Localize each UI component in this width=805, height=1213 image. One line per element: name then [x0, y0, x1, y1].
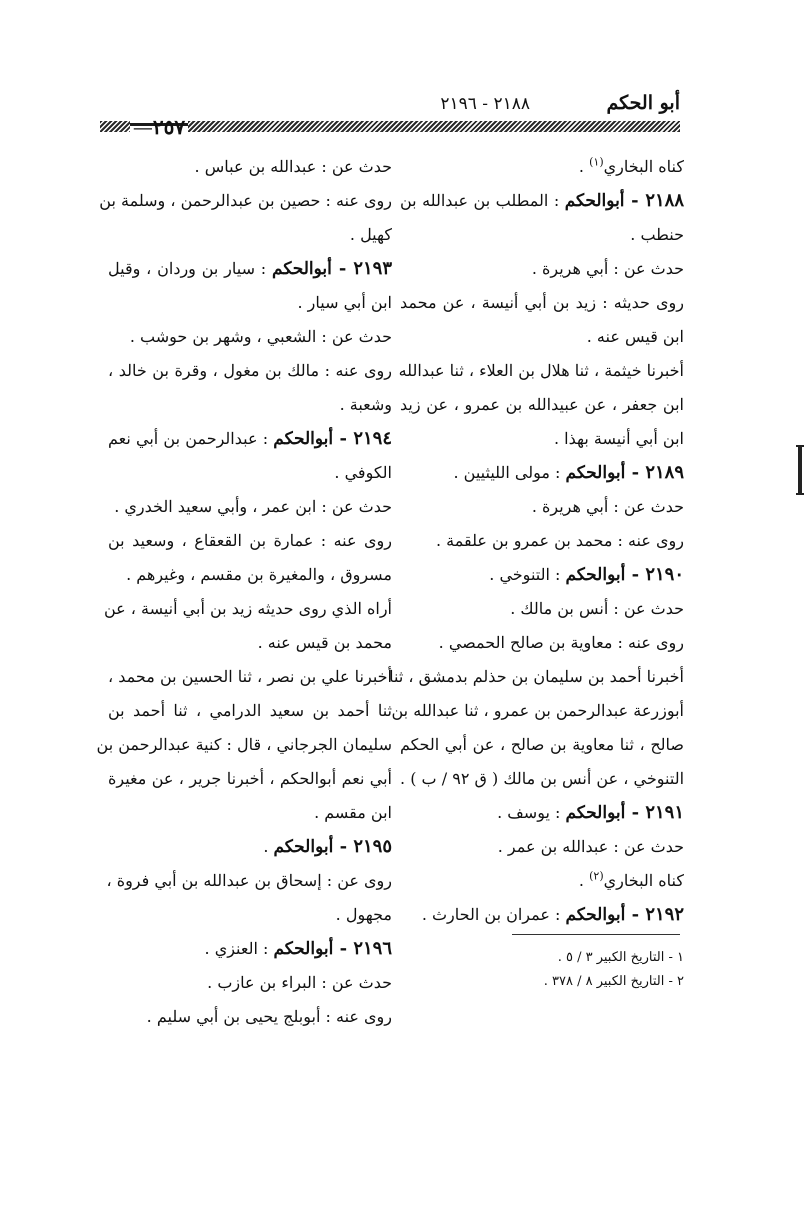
entry-number: ٢١٩٠ -	[625, 564, 684, 585]
text-line: أخبرنا علي بن نصر ، ثنا الحسين بن محمد ،	[108, 667, 392, 686]
entry-kunya: أبوالحكم	[565, 565, 626, 585]
entry-number: ٢١٩٢ -	[625, 904, 684, 925]
entry-kunya: أبوالحكم	[565, 803, 626, 823]
text-line: ابن مقسم .	[314, 803, 392, 822]
text-line: حدث عن : أبي هريرة .	[531, 259, 684, 278]
text-line: محمد بن قيس عنه .	[257, 633, 392, 652]
page-number-band	[100, 117, 680, 137]
entry-range: ٢١٨٨ - ٢١٩٦	[440, 94, 530, 114]
text-line: روى عنه : معاوية بن صالح الحمصي .	[438, 633, 684, 652]
page-number-value: ٢٥٧	[152, 115, 186, 139]
text-line: حنطب .	[630, 225, 684, 244]
entry-kunya: أبوالحكم	[565, 905, 626, 925]
entry-kunya: أبوالحكم	[273, 837, 334, 857]
page-number-dash: —	[132, 115, 153, 139]
text-line: ابن أبي أنيسة بهذا .	[554, 429, 684, 448]
text-line: سليمان الجرجاني ، قال : كنية عبدالرحمن بن	[96, 735, 392, 754]
entry-kunya: أبوالحكم	[273, 429, 334, 449]
text-line: أبي نعم أبوالحكم ، أخبرنا جرير ، عن مغيرة	[108, 769, 392, 788]
text-line: التنوخي ، عن أنس بن مالك ( ق ٩٢ / ب ) .	[400, 769, 685, 788]
entry-number: ٢١٨٨ -	[624, 190, 684, 211]
text-line: روى حديثه : زيد بن أبي أنيسة ، عن محمد	[400, 293, 684, 312]
entry-heading: ٢١٩٤ - أبوالحكم : عبدالرحمن بن أبي نعم	[108, 428, 392, 449]
thumb-index-tick	[796, 445, 804, 447]
footnote-1: ١ - التاريخ الكبير ٣ / ٥ .	[557, 950, 684, 965]
text-line: روى عنه : مالك بن مغول ، وقرة بن خالد ،	[108, 361, 392, 380]
entry-heading: ٢١٨٨ - أبوالحكم : المطلب بن عبدالله بن	[400, 190, 684, 211]
text-line: روى عنه : عمارة بن القعقاع ، وسعيد بن	[108, 531, 392, 550]
thumb-index-tick	[796, 493, 804, 495]
footnote-ref[interactable]: (٢)	[589, 869, 604, 883]
text-line: ابن جعفر ، عن عبيدالله بن عمرو ، عن زيد	[400, 395, 684, 414]
text-line: روى عن : إسحاق بن عبدالله بن أبي فروة ،	[106, 871, 392, 890]
footnote-ref[interactable]: (١)	[589, 155, 604, 169]
entry-kunya: أبوالحكم	[272, 259, 332, 279]
hatch-ornament-right	[188, 121, 680, 132]
text-line: حدث عن : عبدالله بن عباس .	[194, 157, 392, 176]
text-line: كناه البخاري$^{(١)}$ .	[578, 155, 684, 176]
entry-kunya: أبوالحكم	[565, 463, 626, 483]
page-number	[130, 115, 188, 139]
text-line: مجهول .	[335, 905, 392, 924]
entry-number: ٢١٩٣ -	[331, 258, 392, 279]
text-line: روى عنه : أبوبلج يحيى بن أبي سليم .	[146, 1007, 392, 1026]
entry-kunya: أبوالحكم	[564, 191, 625, 211]
text-line: الكوفي .	[334, 463, 392, 482]
running-title: أبو الحكم	[606, 92, 680, 114]
text-line: كهيل .	[349, 225, 392, 244]
entry-number: ٢١٩١ -	[625, 802, 684, 823]
entry-heading: ٢١٩٦ - أبوالحكم : العنزي .	[204, 938, 392, 959]
left-column	[96, 150, 392, 1034]
text-line: روى عنه : حصين بن عبدالرحمن ، وسلمة بن	[99, 191, 392, 210]
entry-heading: ٢١٩١ - أبوالحكم : يوسف .	[497, 802, 684, 823]
right-column	[389, 150, 685, 932]
entry-number: ٢١٩٤ -	[333, 428, 392, 449]
text-line: أبوزرعة عبدالرحمن بن عمرو ، ثنا عبدالله بن	[391, 701, 684, 720]
text-line: روى عنه : محمد بن عمرو بن علقمة .	[435, 531, 684, 550]
text-line: أراه الذي روى حديثه زيد بن أبي أنيسة ، عن	[103, 599, 392, 618]
text-line: أخبرنا أحمد بن سليمان بن حذلم بدمشق ، ثنا	[389, 667, 684, 686]
text-line: ثنا أحمد بن سعيد الدرامي ، ثنا أحمد بن	[108, 701, 392, 720]
text-line: حدث عن : أنس بن مالك .	[510, 599, 684, 618]
text-line: ابن قيس عنه .	[586, 327, 684, 346]
text-line: حدث عن : أبي هريرة .	[531, 497, 684, 516]
entry-kunya: أبوالحكم	[273, 939, 334, 959]
footnotes	[400, 946, 684, 994]
text-line: مسروق ، والمغيرة بن مقسم ، وغيرهم .	[126, 565, 392, 584]
text-line: حدث عن : عبدالله بن عمر .	[497, 837, 684, 856]
entry-heading: ٢١٩٢ - أبوالحكم : عمران بن الحارث .	[421, 904, 684, 925]
hatch-ornament-left	[100, 121, 130, 132]
text-line: كناه البخاري$^{(٢)}$ .	[578, 869, 684, 890]
entry-heading: ٢١٩٥ - أبوالحكم .	[263, 836, 392, 857]
text-line: ابن أبي سيار .	[297, 293, 392, 312]
footnote-2: ٢ - التاريخ الكبير ٨ / ٣٧٨ .	[543, 974, 684, 989]
text-line: حدث عن : ابن عمر ، وأبي سعيد الخدري .	[114, 497, 392, 516]
entry-heading: ٢١٩٣ - أبوالحكم : سيار بن وردان ، وقيل	[108, 258, 392, 279]
text-line: صالح ، ثنا معاوية بن صالح ، عن أبي الحكم	[400, 735, 684, 754]
entry-heading: ٢١٨٩ - أبوالحكم : مولى الليثيين .	[453, 462, 684, 483]
text-line: حدث عن : البراء بن عازب .	[207, 973, 392, 992]
text-line: أخبرنا خيثمة ، ثنا هلال بن العلاء ، ثنا عبدالله	[398, 361, 684, 380]
text-line: وشعبة .	[339, 395, 392, 414]
entry-heading: ٢١٩٠ - أبوالحكم : التنوخي .	[489, 564, 684, 585]
thumb-index-bar	[798, 445, 802, 495]
entry-number: ٢١٩٦ -	[333, 938, 392, 959]
entry-number: ٢١٩٥ -	[333, 836, 392, 857]
footnote-separator	[512, 934, 680, 935]
text-line: حدث عن : الشعبي ، وشهر بن حوشب .	[129, 327, 392, 346]
thumb-index-mark	[796, 445, 804, 495]
entry-number: ٢١٨٩ -	[625, 462, 684, 483]
